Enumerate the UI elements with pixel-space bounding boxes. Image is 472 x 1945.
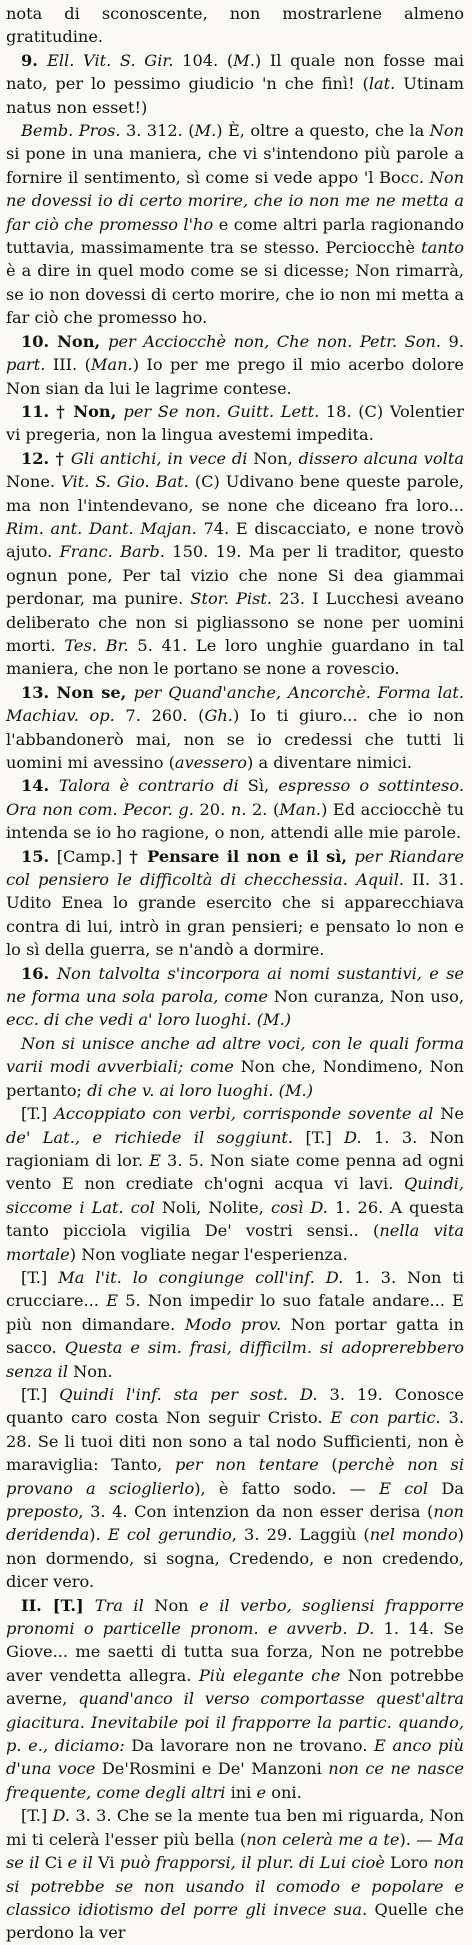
entry-paragraph [6,845,464,962]
body-text: Da lavorare non ne trovano. [124,1736,375,1756]
italic-text: de' Lat., e richiede il soggiunt. [6,1127,294,1147]
italic-text: E [106,1291,119,1311]
body-text: 18. (C) Volentier vi pregeria, non la lingua avestemi impedita. [6,401,464,445]
italic-text: non ce ne nasce frequente, come degli altri [6,1759,464,1802]
italic-text: ecc. di che vedi a' loro luoghi. (M.) [6,1010,292,1030]
entry-paragraph [6,1102,464,1266]
body-text: nota di sconoscente, non mostrarlene almeno gratitudine. [6,4,464,47]
italic-text: n. [230,799,247,819]
body-text: ini [225,1782,257,1802]
body-text: ) Io ti giuro... che io non l'abbandonerò mai, non se io credessi che tutti li uomini mi avessino ( [6,706,465,772]
italic-text: per Se non. Guitt. Lett. [123,401,320,421]
italic-text: Rim. ant. Dant. Majan. [6,518,197,538]
entry-paragraph [6,119,464,330]
italic-text: Non talvolta s'incorpora ai nomi sustantivi, e se ne forma una sola parola, come [6,963,464,1007]
body-text: Noli, Nolite, [154,1197,271,1217]
italic-text: per Acciocchè non, Che non. Petr. Son. [108,331,442,351]
italic-text: preposto [6,1502,79,1521]
body-text: 7. 260. ( [114,706,205,726]
body-text: Non, [247,448,299,468]
body-text: ( [318,1455,338,1475]
body-text: si pone in una maniera, che vi s'intendono più parole a fornire il sentimento, sì come si vede appo 'l Bocc. [6,144,464,187]
italic-text: Ma l'it. lo congiunge coll'inf. D. [58,1267,344,1287]
italic-text: per Riandare col pensiero le difficoltà di checchessia. Aquil. [6,846,464,890]
body-text: ) non dormendo, si sogna, Credendo, e non credendo, dicer vero. [6,1525,464,1592]
italic-text: Stor. Pist. [190,589,273,609]
body-text: 20. [193,799,231,819]
entry-number: 16. [21,963,57,983]
body-text: Utinam natus non esset!) [6,74,464,117]
body-text: 3. 5. Non siate come penna ad ogni vento E non crediate ch'ogni acqua vi lavi. [6,1150,464,1194]
italic-text: M. [233,50,255,70]
italic-text: E col [379,1478,429,1498]
body-text: Ci [39,1853,68,1873]
italic-text: Quindi, siccome i Lat. col [6,1174,464,1217]
entry-number: 9. [21,50,48,70]
italic-text: D. [52,1806,71,1826]
italic-text: tanto [421,238,464,258]
body-text: Non. [68,1361,113,1381]
italic-text: quand'anco il verso comportasse quest'altra giacitura. Inevitabile poi il frapporre la partic. quando, p. e., diciamo: [6,1689,464,1756]
body-text: (C) Udivano bene queste parole, ma non l'intendevano, se none che diceano fra loro... [6,472,464,515]
body-text: Loro [384,1853,434,1873]
entry-paragraph [6,774,464,844]
italic-text: part. [6,355,46,375]
italic-text: Non si unisce anche ad altre voci, con le quali forma varii modi avverbiali; come [6,1033,464,1077]
body-text: 3. 28. Se li tuoi diti non sono a tal nodo Sufficienti, non è maraviglia: Tanto, [6,1408,464,1475]
body-text: 5. Non impedir lo suo fatale andare... E più non dimandare. [6,1291,465,1334]
entry-number: 11. † Non, [21,401,124,421]
body-text: [T.] [21,1384,60,1404]
entry-number: † Pensare il non e il sì, [129,846,355,866]
entry-number: 13. Non se, [21,682,134,702]
italic-text: E col gerundio [107,1525,232,1545]
body-text: 3. 312. ( [120,121,195,141]
entry-paragraph [6,1032,464,1102]
italic-text: M. [194,121,217,141]
body-text: Non curanza, Non uso, [267,987,464,1007]
body-text: , 3. 4. Con intenzion da non esser derisa ( [78,1502,434,1521]
italic-text: D. [344,1127,362,1147]
italic-text: Più elegante che [198,1665,341,1685]
italic-text: Ma se il [6,1829,464,1873]
italic-text: Gli antichi, in vece di [70,448,248,468]
body-text: ) Non vogliate negar l'esperienza. [69,1244,348,1264]
italic-text: Franc. Barb. [59,542,165,562]
italic-text: espresso o sottinteso. Ora non com. Pecor. g. [6,776,464,819]
italic-text: può frapporsi, il plur. di Lui cioè [119,1853,385,1873]
body-text: ) Il quale non fosse mai nato, per lo pessimo giudicio 'n che finì! ( [6,50,465,94]
entry-paragraph [6,681,464,775]
italic-text: non celerà me a te [246,1829,400,1849]
body-text: [T.] [293,1127,345,1147]
body-text: ) Io per me prego il mio acerbo dolore Non sian da lui le lagrime contese. [6,355,464,398]
body-text: Vi [92,1853,120,1873]
body-text: 1. 26. A questa tanto picciola vigilia De' vostri sensi.. ( [6,1197,464,1241]
body-text: Sì, [238,776,279,796]
body-text: 1. 14. Se Giove... me saetti di tutta sua forza, Non ne potrebbe aver vendetta allegra. [6,1619,464,1685]
body-text: Da [428,1478,464,1498]
body-text: Quelle che perdono la ver [6,1899,464,1943]
italic-text: Man. [90,355,133,375]
entry-paragraph [6,962,464,1032]
body-text: [Camp.] [56,846,130,866]
italic-text: Vit. S. Gio. Bat. [61,472,189,492]
entry-paragraph [6,330,464,400]
body-text: 3. 19. Conosce quanto caro costa Non seguir Cristo. [6,1384,464,1428]
body-text: 104. ( [173,50,234,70]
italic-text: non deridenda [6,1502,464,1545]
body-text: , 3. 29. Laggiù ( [231,1525,370,1545]
italic-text: nella vita mortale [6,1221,464,1264]
body-text: Non [143,1595,200,1615]
body-text: 23. I Lucchesi aveano deliberato che non si pigliassono se none per uomini morti. [6,589,464,655]
italic-text: così D. [270,1197,328,1217]
italic-text: dissero alcuna volta [298,448,464,468]
body-text: ). — [399,1829,438,1849]
body-text: 3. 3. Che se la mente tua ben mi riguarda, Non mi ti celerà l'esser più bella ( [6,1806,464,1849]
body-text: è a dire in quel modo come se si dicesse; Non rimarrà, se io non dovessi di certo morire, che io non mi metta a far ciò che promesso ho. [6,261,464,328]
italic-text: Non [429,121,464,141]
body-text: [T.] [21,1104,55,1124]
italic-text: di che v. ai loro luoghi. (M.) [87,1080,314,1100]
body-text: [T.] [21,1267,59,1287]
body-text: 2. ( [246,799,280,819]
italic-text: E [149,1150,161,1170]
italic-text: e [256,1782,267,1802]
italic-text: Non ne dovessi io di certo morire, che io non me ne metta a far ciò che promesso l'ho [6,167,464,234]
italic-text: Quindi l'inf. sta per sost. D. [59,1384,318,1404]
entry-paragraph [6,49,464,119]
italic-text: non si potrebbe se non usando il comodo e popolare e classico idiotismo del porre gli invece sua. [6,1853,465,1919]
italic-text: Tes. Br. [64,635,129,655]
italic-text: Ell. Vit. S. Gir. [47,50,174,70]
body-text: Non che, Nondimeno, Non pertanto; [6,1057,464,1100]
body-text: 150. 19. Ma per li traditor, questo ognun pone, Per tal vizio che none Si dea giammai perdonar, ma punire. [6,542,465,609]
body-text: De'Rosmini e De' Manzoni [95,1759,329,1779]
italic-text: Questa e sim. frasi, difficilm. si adoprerebbero senza il [6,1338,465,1381]
body-text: ), è fatto sodo. — [194,1478,380,1498]
body-text: ). [89,1525,108,1545]
entry-paragraph [6,1804,464,1944]
italic-text: Man. [279,799,322,819]
body-text: oni. [266,1782,302,1802]
italic-text: e il [67,1853,93,1873]
italic-text: per non tentare [174,1455,319,1475]
entry-paragraph [6,1594,464,1805]
body-text: Non potrebbe averne, [6,1665,464,1709]
italic-text: perchè non si provano a scioglierlo [6,1455,465,1498]
entry-number: 14. [21,776,59,796]
body-text: II. 31. Udito Enea lo grande esercito che si apparecchiava contra di lui, intrò in gran pensieri; e pensato lo non e lo sì della guerra, se n'andò a dormire. [6,870,464,960]
entry-paragraph [6,447,464,681]
italic-text: E con partic. [330,1408,441,1428]
body-text: ) a diventare nimici. [246,753,413,772]
entry-number: 15. [21,846,57,866]
italic-text: E anco più d'una voce [6,1736,464,1779]
body-text: 74. E discacciato, e none trovò ajuto. [6,518,464,562]
entry-number: 10. Non, [21,331,109,351]
italic-text: lat. [368,74,396,94]
italic-text: Modo prov. [184,1314,282,1334]
body-text: Ne [433,1104,464,1124]
body-text: 9. [441,331,464,351]
body-text: III. ( [45,355,91,375]
italic-text: e il verbo, sogliensi frapporre pronomi o particelle pronom. e avverb. D. [6,1595,464,1639]
italic-text: Bemb. Pros. [21,121,121,141]
italic-text: Tra il [94,1595,144,1615]
entry-number: 12. † [21,448,71,468]
italic-text: nel mondo [369,1525,458,1545]
italic-text: per Quand'anche, Ancorchè. Forma lat. Machiav. op. [6,682,464,726]
body-text: Non portar gatta in sacco. [6,1314,464,1358]
italic-text: Talora è contrario di [58,776,239,796]
entry-paragraph [6,2,464,49]
entry-paragraph [6,1383,464,1594]
body-text: e come altri parla ragionando tuttavia, massimamente tra se stesso. Perciocchè [6,214,464,258]
entry-paragraph [6,1266,464,1383]
body-text: 1. 3. Non ti crucciare... [6,1267,464,1311]
body-text: ) È, oltre a questo, che la [216,121,430,141]
body-text: 1. 3. Non ragioniam di lor. [6,1127,464,1170]
body-text: [T.] [21,1806,53,1826]
entry-number: II. [T.] [21,1595,95,1615]
italic-text: avessero [174,753,247,772]
body-text: None. [6,472,62,492]
italic-text: Gh. [204,706,233,726]
body-text: 5. 41. Le loro unghie guardano in tal maniera, che non le portano se none a rovescio. [6,635,465,679]
entry-paragraph [6,400,464,447]
body-text: ) Ed acciocchè tu intenda se io ho ragione, o non, attendi alle mie parole. [6,799,464,843]
italic-text: Accoppiato con verbi, corrisponde sovente al [54,1104,434,1124]
